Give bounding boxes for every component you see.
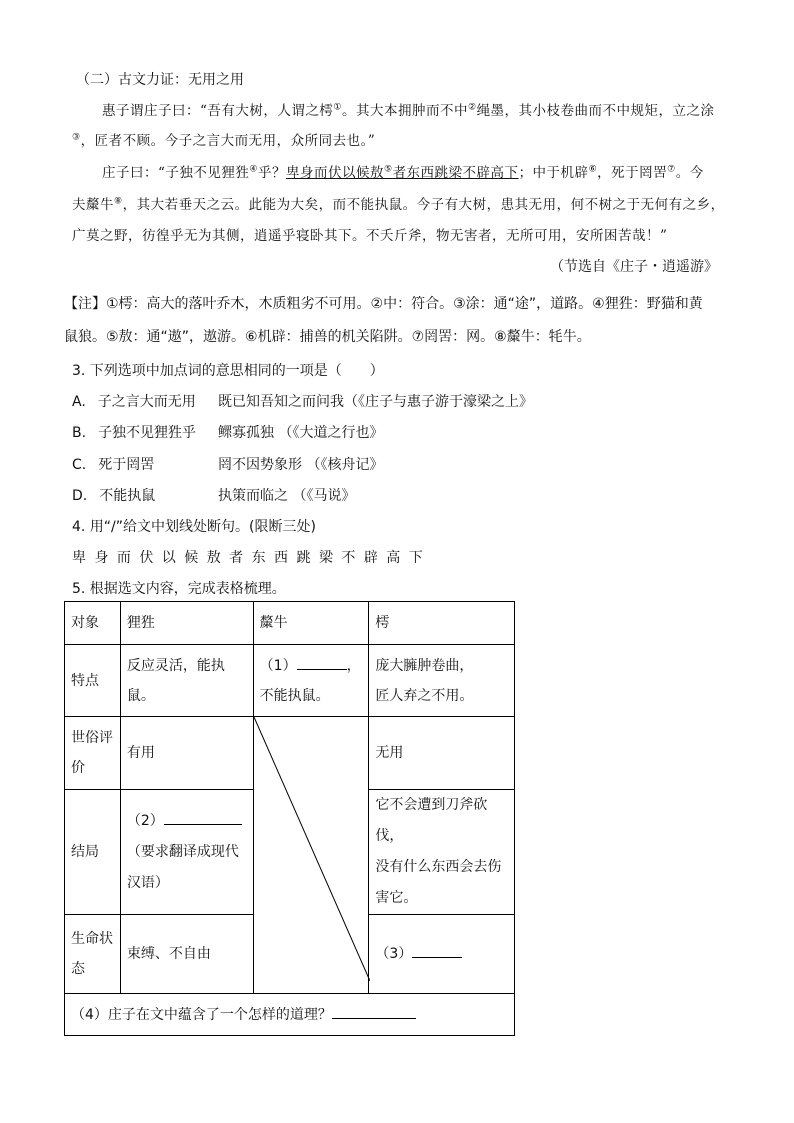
note-mark-8: ⑧ bbox=[114, 196, 123, 207]
feature-wildcat: 反应灵活，能执鼠。 bbox=[120, 645, 253, 717]
note-mark-4: ④ bbox=[249, 164, 258, 175]
q5-table bbox=[64, 601, 515, 1036]
passage-p2-line2: 夫斄牛⑧，其大若垂天之云。此能为大矣，而不能执鼠。今子有大树，患其无用，何不树之于无何有之乡， bbox=[72, 196, 725, 213]
note-mark-7: ⑦ bbox=[667, 164, 676, 175]
row-life-label: 生命状 态 bbox=[65, 915, 121, 994]
passage-p1-line1: 惠子谓庄子曰：“吾有大树，人谓之樗①。其大本拥肿而不中②绳墨，其小枝卷曲而不中规矩，立之涂 bbox=[102, 102, 715, 119]
q4-stem: 4. 用“/”给文中划线处断句。(限断三处) bbox=[72, 519, 316, 535]
diagonal-line bbox=[254, 717, 370, 981]
q3-option-b[interactable]: B. 子独不见狸狌乎 bbox=[72, 425, 197, 441]
q3-option-c[interactable]: C. 死于罔罟 bbox=[72, 457, 155, 473]
header-yak: 斄牛 bbox=[253, 602, 369, 645]
life-wildcat: 束缚、不自由 bbox=[120, 915, 253, 994]
result-wildcat: （2） （要求翻译成现代 汉语） bbox=[120, 790, 253, 915]
q3-option-a[interactable]: A. 子之言大而无用 bbox=[72, 394, 196, 410]
eval-wildcat: 有用 bbox=[120, 717, 253, 790]
note-mark-5: ⑤ bbox=[383, 164, 393, 175]
blank-1[interactable] bbox=[297, 655, 347, 670]
result-tree: 它不会遭到刀斧砍伐， 没有什么东西会去伤 害它。 bbox=[369, 790, 515, 915]
section-heading: （二）古文力证：无用之用 bbox=[76, 72, 244, 88]
note-mark-2: ② bbox=[467, 102, 477, 113]
header-tree: 樗 bbox=[369, 602, 515, 645]
q3-option-c-right: 罔不因势象形 （《核舟记》 bbox=[218, 457, 384, 473]
header-wildcat: 狸狌 bbox=[120, 602, 253, 645]
yak-crossed-cell bbox=[253, 717, 369, 994]
feature-tree: 庞大臃肿卷曲， 匠人弃之不用。 bbox=[369, 645, 515, 717]
note-mark-3: ③ bbox=[72, 132, 81, 143]
passage-p2-line3: 广莫之野，彷徨乎无为其侧，逍遥乎寝卧其下。不夭斤斧，物无害者，无所可用，安所困苦哉！” bbox=[72, 228, 668, 244]
notes-line1: 【注】①樗：高大的落叶乔木，木质粗劣不可用。②中：符合。③涂：通“途”，道路。④狸狌：野猫和黄 bbox=[64, 296, 703, 312]
note-mark-6: ⑥ bbox=[588, 164, 598, 175]
q4-sentence: 卑 身 而 伏 以 候 敖 者 东 西 跳 梁 不 辟 高 下 bbox=[72, 550, 425, 566]
life-tree: （3） bbox=[369, 915, 515, 994]
q3-stem: 3. 下列选项中加点词的意思相同的一项是（ ） bbox=[72, 363, 384, 379]
passage-p2-line1: 庄子曰：“子独不见狸狌④乎？卑身而伏以候敖⑤者东西跳梁不辟高下；中于机辟⑥，死于罔罟⑦。今 bbox=[102, 164, 704, 181]
q5-stem: 5. 根据选文内容，完成表格梳理。 bbox=[72, 581, 286, 597]
passage-source: （节选自《庄子・逍遥游》 bbox=[550, 259, 718, 275]
final-question: （4）庄子在文中蕴含了一个怎样的道理？ bbox=[65, 994, 515, 1036]
eval-tree: 无用 bbox=[369, 717, 515, 790]
feature-yak: （1） ， 不能执鼠。 bbox=[253, 645, 369, 717]
blank-3[interactable] bbox=[412, 943, 462, 958]
q3-option-b-right: 鳏寡孤独 （《大道之行也》 bbox=[218, 425, 384, 441]
q3-option-d[interactable]: D. 不能执鼠 bbox=[72, 488, 156, 504]
blank-4[interactable] bbox=[332, 1004, 416, 1019]
row-result-label: 结局 bbox=[65, 790, 121, 915]
header-object: 对象 bbox=[65, 602, 121, 645]
q3-option-a-right: 既已知吾知之而问我（《庄子与惠子游于濠梁之上》 bbox=[218, 394, 533, 410]
underlined-sentence: 卑身而伏以候敖⑤者东西跳梁不辟高下 bbox=[285, 164, 519, 181]
row-eval-label: 世俗评 价 bbox=[65, 717, 121, 790]
notes-line2: 鼠狼。⑤敖：通“遨”，遨游。⑥机辟：捕兽的机关陷阱。⑦罔罟：网。⑧斄牛：牦牛。 bbox=[64, 329, 591, 345]
blank-2[interactable] bbox=[164, 810, 242, 825]
row-feature-label: 特点 bbox=[65, 645, 121, 717]
passage-p1-line2: ③，匠者不顾。今子之言大而无用，众所同去也。” bbox=[72, 132, 376, 149]
note-mark-1: ① bbox=[333, 102, 342, 113]
q3-option-d-right: 执策而临之 （《马说》 bbox=[218, 488, 356, 504]
